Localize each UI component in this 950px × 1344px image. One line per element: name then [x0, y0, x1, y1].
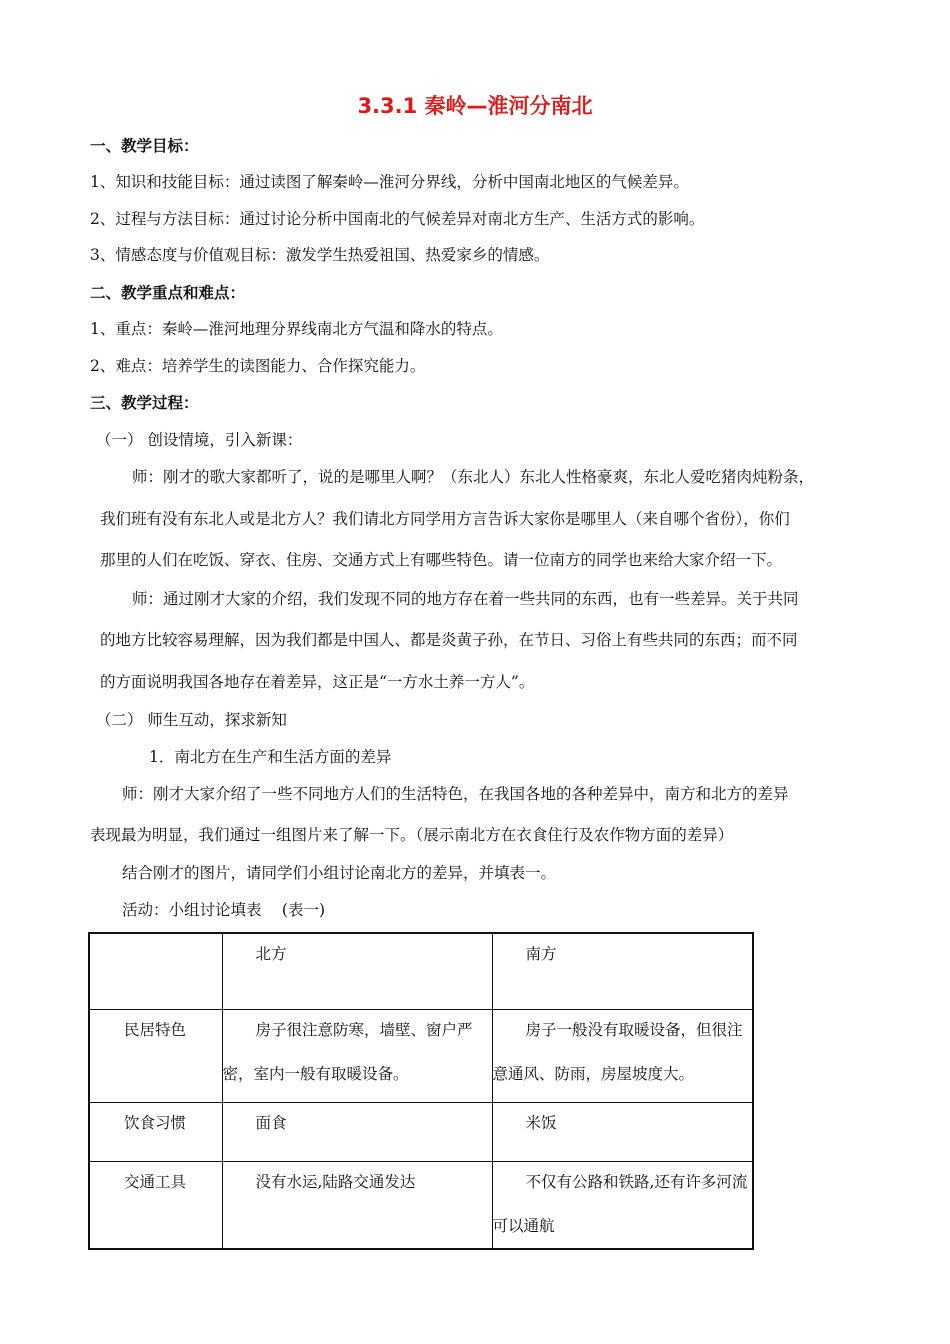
table-cell: 不仅有公路和铁路,还有许多河流可以通航 — [492, 1161, 753, 1249]
section-heading-process: 三、教学过程： — [90, 394, 199, 412]
goal-item: 3、情感态度与价值观目标：激发学生热爱祖国、热爱家乡的情感。 — [90, 246, 550, 264]
subsection-heading: （一） 创设情境，引入新课： — [96, 431, 303, 449]
subsection-heading: （二） 师生互动，探求新知 — [96, 711, 287, 729]
section-heading-goals: 一、教学目标： — [90, 137, 199, 155]
table-cell: 面食 — [222, 1102, 492, 1161]
table-header-cell: 南方 — [492, 933, 753, 1009]
table-row — [89, 1161, 753, 1249]
paragraph-line: 我们班有没有东北人或是北方人？我们请北方同学用方言告诉大家你是哪里人（来自哪个省份），你们 — [100, 510, 790, 528]
paragraph-line: 的方面说明我国各地存在着差异，这正是“一方水土养一方人”。 — [100, 673, 535, 691]
paragraph-line: 表现最为明显，我们通过一组图片来了解一下。（展示南北方在衣食住行及农作物方面的差异） — [90, 826, 734, 844]
table-header-cell: 北方 — [222, 933, 492, 1009]
paragraph-line: 师：刚才大家介绍了一些不同地方人们的生活特色，在我国各地的各种差异中，南方和北方的差异 — [122, 785, 789, 803]
keypoint-item: 1、重点：秦岭—淮河地理分界线南北方气温和降水的特点。 — [90, 320, 503, 338]
table-cell: 米饭 — [492, 1102, 753, 1161]
keypoint-item: 2、难点：培养学生的读图能力、合作探究能力。 — [90, 357, 426, 375]
paragraph-line: 师：通过刚才大家的介绍，我们发现不同的地方存在着一些共同的东西，也有一些差异。关于共同 — [132, 590, 799, 608]
paragraph-line: 结合刚才的图片，请同学们小组讨论南北方的差异，并填表一。 — [122, 864, 557, 882]
table-header-row — [89, 933, 753, 1009]
table-row — [89, 1102, 753, 1161]
table-row-label: 饮食习惯 — [89, 1102, 222, 1161]
table-cell: 房子很注意防寒，墙壁、窗户严密，室内一般有取暖设备。 — [222, 1009, 492, 1102]
table-cell: 房子一般没有取暖设备，但很注意通风、防雨，房屋坡度大。 — [492, 1009, 753, 1102]
activity-label: 活动：小组讨论填表 (表一) — [122, 901, 326, 919]
paragraph-line: 的地方比较容易理解，因为我们都是中国人、都是炎黄子孙，在节日、习俗上有些共同的东西；而不同 — [100, 631, 798, 649]
section-heading-keypoints: 二、教学重点和难点： — [90, 284, 246, 302]
page-title: 3.3.1 秦岭—淮河分南北 — [357, 94, 593, 118]
paragraph-line: 师：刚才的歌大家都听了，说的是哪里人啊？（东北人）东北人性格豪爽，东北人爱吃猪肉炖粉条， — [132, 468, 815, 486]
table-header-cell — [89, 933, 222, 1009]
subsection-subheading: 1．南北方在生产和生活方面的差异 — [149, 748, 392, 766]
paragraph-line: 那里的人们在吃饭、穿衣、住房、交通方式上有哪些特色。请一位南方的同学也来给大家介绍一下。 — [100, 551, 783, 569]
table-row-label: 交通工具 — [89, 1161, 222, 1249]
goal-item: 2、过程与方法目标：通过讨论分析中国南北的气候差异对南北方生产、生活方式的影响。 — [90, 210, 705, 228]
goal-item: 1、知识和技能目标：通过读图了解秦岭—淮河分界线，分析中国南北地区的气候差异。 — [90, 173, 689, 191]
table-cell: 没有水运,陆路交通发达 — [222, 1161, 492, 1249]
table-row — [89, 1009, 753, 1102]
comparison-table — [88, 932, 754, 1250]
table-row-label: 民居特色 — [89, 1009, 222, 1102]
